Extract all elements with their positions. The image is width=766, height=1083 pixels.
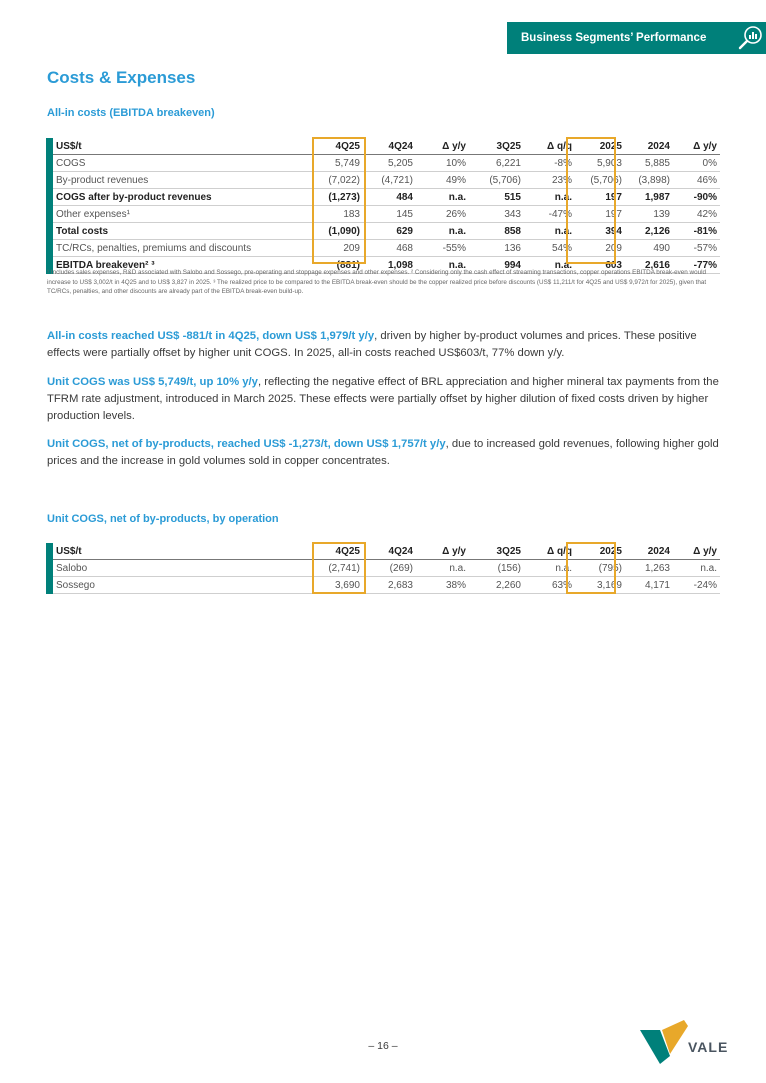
- paragraph-unit-cogs: [47, 374, 723, 425]
- table-cell: 4,171: [625, 577, 673, 594]
- table-cell: 3,690: [309, 577, 363, 594]
- row-label: COGS after by-product revenues: [53, 189, 309, 206]
- table-cell: -90%: [673, 189, 720, 206]
- table-cell: 1,263: [625, 560, 673, 577]
- table-cell: n.a.: [416, 223, 469, 240]
- table-cell: 468: [363, 240, 416, 257]
- table-cell: n.a.: [416, 560, 469, 577]
- table-accent-bar: [46, 223, 53, 240]
- paragraph-highlight: Unit COGS was US$ 5,749/t, up 10% y/y: [47, 376, 258, 388]
- table-cell: n.a.: [416, 189, 469, 206]
- table-row: [46, 223, 720, 240]
- table-cell: -47%: [524, 206, 575, 223]
- table-cell: -81%: [673, 223, 720, 240]
- table-cell: 3,169: [575, 577, 625, 594]
- table-cell: 490: [625, 240, 673, 257]
- table-cell: 197: [575, 206, 625, 223]
- vale-logo-text: VALE: [688, 1039, 729, 1055]
- table-cell: (4,721): [363, 172, 416, 189]
- table-row: [46, 240, 720, 257]
- row-label: EBITDA breakeven² ³: [53, 257, 309, 274]
- table-accent-bar: [46, 240, 53, 257]
- column-header: 3Q25: [469, 543, 524, 560]
- table-cell: 2,683: [363, 577, 416, 594]
- row-label: COGS: [53, 155, 309, 172]
- table-cell: 994: [469, 257, 524, 274]
- table-cell: 0%: [673, 155, 720, 172]
- column-header: US$/t: [53, 138, 309, 155]
- table-cell: 5,749: [309, 155, 363, 172]
- table-cell: n.a.: [524, 560, 575, 577]
- all-in-costs-table: [46, 138, 720, 274]
- table-cell: 145: [363, 206, 416, 223]
- table-cell: 197: [575, 189, 625, 206]
- page-number: – 16 –: [368, 1040, 398, 1052]
- table-header-row: [46, 138, 720, 155]
- table-cell: (1,273): [309, 189, 363, 206]
- paragraph-highlight: All-in costs reached US$ -881/t in 4Q25, down US$ 1,979/t y/y: [47, 330, 375, 342]
- by-operation-title: Unit COGS, net of by-products, by operation: [47, 513, 279, 525]
- row-label: TC/RCs, penalties, premiums and discounts: [53, 240, 309, 257]
- table-cell: 484: [363, 189, 416, 206]
- paragraph-all-in-costs: [47, 328, 723, 362]
- table-cell: 42%: [673, 206, 720, 223]
- table-cell: (3,898): [625, 172, 673, 189]
- paragraph-highlight: Unit COGS, net of by-products, reached US$ -1,273/t, down US$ 1,757/t y/y: [47, 438, 446, 450]
- column-header: Δ q/q: [524, 543, 575, 560]
- table-cell: 63%: [524, 577, 575, 594]
- table-cell: 136: [469, 240, 524, 257]
- table-cell: n.a.: [524, 223, 575, 240]
- table-row: [46, 560, 720, 577]
- table-cell: 209: [309, 240, 363, 257]
- row-label: Salobo: [53, 560, 309, 577]
- table-cell: 515: [469, 189, 524, 206]
- table-cell: 46%: [673, 172, 720, 189]
- row-label: Total costs: [53, 223, 309, 240]
- table-cell: 5,903: [575, 155, 625, 172]
- table-cell: -57%: [673, 240, 720, 257]
- table-cell: 6,221: [469, 155, 524, 172]
- paragraph-text: , driven by higher by-product volumes and prices. These positive effects were partially offset by higher unit COGS. In 2025, all-in costs reached US$603/t, 77% down y/y.: [47, 330, 697, 359]
- table-cell: 1,098: [363, 257, 416, 274]
- column-header: US$/t: [53, 543, 309, 560]
- table-cell: -8%: [524, 155, 575, 172]
- table-cell: 343: [469, 206, 524, 223]
- section-header-title: Business Segments’ Performance: [521, 32, 707, 44]
- table-cell: 26%: [416, 206, 469, 223]
- table-cell: 394: [575, 223, 625, 240]
- column-header: 2025: [575, 543, 625, 560]
- table-cell: n.a.: [673, 560, 720, 577]
- table-cell: (156): [469, 560, 524, 577]
- table-cell: (881): [309, 257, 363, 274]
- table-row: [46, 577, 720, 594]
- table-cell: 38%: [416, 577, 469, 594]
- table-cell: 54%: [524, 240, 575, 257]
- table-cell: 2,616: [625, 257, 673, 274]
- paragraph-unit-cogs-net: [47, 436, 723, 470]
- by-operation-table: [46, 543, 720, 594]
- column-header: 4Q24: [363, 543, 416, 560]
- table-cell: 209: [575, 240, 625, 257]
- all-in-costs-title: All-in costs (EBITDA breakeven): [47, 107, 215, 119]
- row-label: By-product revenues: [53, 172, 309, 189]
- table-accent-bar: [46, 155, 53, 172]
- table-cell: 23%: [524, 172, 575, 189]
- paragraph-text: , reflecting the negative effect of BRL appreciation and higher mineral tax payments from the TFRM rate adjustment, introduced in March 2025. These effects were partially offset by higher dilution of fixed costs driven by higher production levels.: [47, 376, 719, 422]
- table-header-row: [46, 543, 720, 560]
- table-cell: 139: [625, 206, 673, 223]
- row-label: Other expenses¹: [53, 206, 309, 223]
- table-cell: 2,126: [625, 223, 673, 240]
- column-header: Δ q/q: [524, 138, 575, 155]
- table-accent-bar: [46, 543, 53, 560]
- table-cell: (2,741): [309, 560, 363, 577]
- footnote: ¹ Includes sales expenses, R&D associated with Salobo and Sossego, pre-operating and stoppage expenses and other expenses. ² Considering only the cash effect of streaming transactions, copper operations EBITDA break-even would increase to US$ 3,002/t in 4Q25 and to US$ 3,827 in 2025. ³ The realized price to be compared to the EBITDA break-even should be the copper realized price before discounts (US$ 11,211/t for 4Q25 and US$ 9,972/t for 2025), given that TC/RCs, penalties, and other discounts are already part of the EBITDA break-even build-up.: [47, 269, 707, 295]
- table-cell: 1,987: [625, 189, 673, 206]
- table-cell: n.a.: [524, 257, 575, 274]
- column-header: 4Q24: [363, 138, 416, 155]
- table-cell: (5,706): [469, 172, 524, 189]
- table-cell: 2,260: [469, 577, 524, 594]
- column-header: 2025: [575, 138, 625, 155]
- chart-magnifier-icon: [737, 24, 765, 52]
- table-cell: 183: [309, 206, 363, 223]
- table-accent-bar: [46, 206, 53, 223]
- table-cell: n.a.: [524, 189, 575, 206]
- table-cell: (1,090): [309, 223, 363, 240]
- table-cell: n.a.: [416, 257, 469, 274]
- column-header: 3Q25: [469, 138, 524, 155]
- column-header: Δ y/y: [673, 543, 720, 560]
- table-cell: -55%: [416, 240, 469, 257]
- table-cell: (7,022): [309, 172, 363, 189]
- page-title: Costs & Expenses: [47, 68, 196, 87]
- paragraph-text: , due to increased gold revenues, following higher gold prices and the increase in gold volumes sold in copper concentrates.: [47, 438, 719, 467]
- column-header: Δ y/y: [416, 543, 469, 560]
- column-header: 4Q25: [309, 543, 363, 560]
- table-cell: 603: [575, 257, 625, 274]
- table-row: [46, 172, 720, 189]
- table-row: [46, 155, 720, 172]
- column-header: 4Q25: [309, 138, 363, 155]
- table-accent-bar: [46, 560, 53, 577]
- column-header: 2024: [625, 138, 673, 155]
- table-cell: 629: [363, 223, 416, 240]
- table-cell: (269): [363, 560, 416, 577]
- table-accent-bar: [46, 172, 53, 189]
- column-header: Δ y/y: [673, 138, 720, 155]
- table-accent-bar: [46, 138, 53, 155]
- table-cell: 49%: [416, 172, 469, 189]
- table-cell: (5,706): [575, 172, 625, 189]
- section-header: [507, 22, 766, 54]
- table-row: [46, 189, 720, 206]
- table-accent-bar: [46, 577, 53, 594]
- column-header: Δ y/y: [416, 138, 469, 155]
- table-row: [46, 206, 720, 223]
- table-cell: 10%: [416, 155, 469, 172]
- table-cell: -24%: [673, 577, 720, 594]
- column-header: 2024: [625, 543, 673, 560]
- table-accent-bar: [46, 189, 53, 206]
- table-cell: 858: [469, 223, 524, 240]
- table-cell: (795): [575, 560, 625, 577]
- table-cell: 5,205: [363, 155, 416, 172]
- table-cell: -77%: [673, 257, 720, 274]
- row-label: Sossego: [53, 577, 309, 594]
- table-cell: 5,885: [625, 155, 673, 172]
